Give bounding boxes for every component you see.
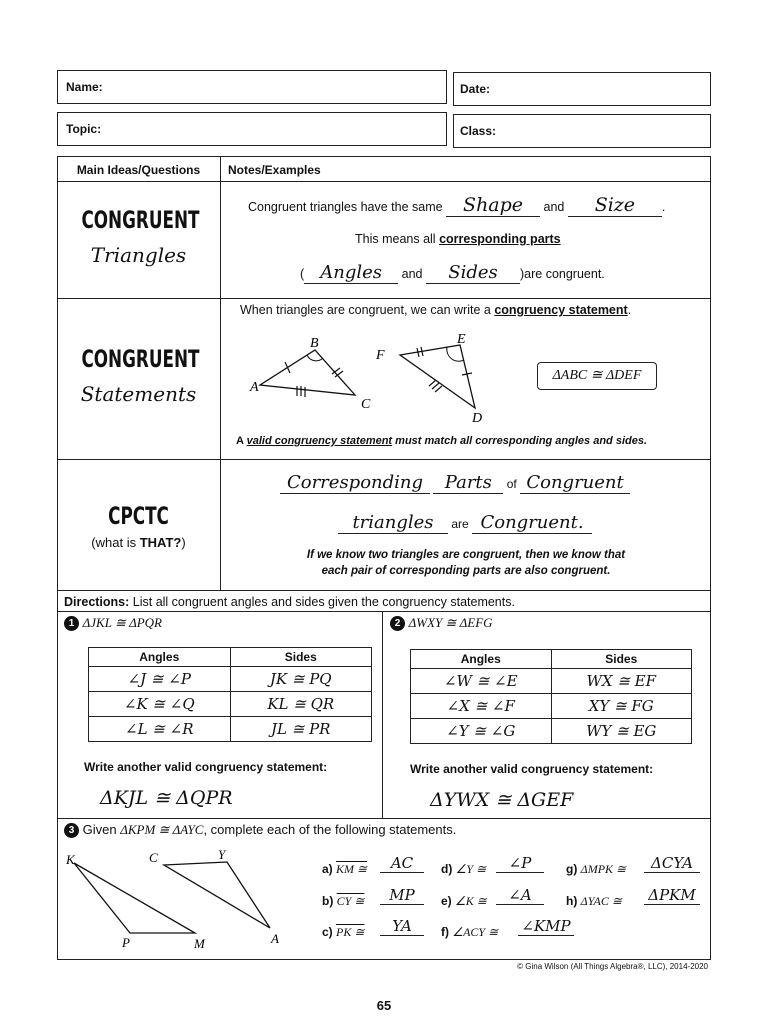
note-term: valid congruency statement: [246, 435, 393, 447]
section3-line1: [280, 472, 630, 494]
vertex-c: C: [361, 397, 371, 412]
problem3-number: 3: [64, 823, 79, 838]
problem1-table: [88, 647, 372, 742]
topic-field[interactable]: [57, 112, 447, 146]
subtitle-pre: (what is: [91, 535, 140, 550]
section3-explain: [221, 547, 711, 579]
answer-corresponding: Corresponding: [280, 472, 430, 494]
intro-pre: When triangles are congruent, we can write a: [240, 303, 491, 317]
side-cell: WX ≅ EF: [551, 669, 692, 694]
section2-subtitle: Statements: [80, 382, 197, 406]
problem1-another-label: Write another valid congruency statement:: [84, 760, 328, 774]
triangle-kpm: [74, 863, 195, 933]
q-a-expr: KM ≅: [336, 862, 368, 876]
vertex-y: Y: [218, 848, 226, 862]
q-h-answer: ΔPKM: [644, 886, 700, 905]
statement-text: ΔABC ≅ ΔDEF: [552, 368, 642, 383]
problem2-table: [410, 649, 692, 744]
angle-cell: ∠Y ≅ ∠G: [411, 719, 552, 744]
table-row: [89, 717, 372, 742]
section3-line2: [338, 512, 592, 534]
line3-open: (: [300, 267, 305, 281]
q-e-answer: ∠A: [496, 886, 544, 905]
subtitle-end: ): [181, 535, 186, 550]
col-angles: Angles: [411, 650, 552, 669]
q-g-label: [566, 862, 626, 877]
angle-cell: ∠X ≅ ∠F: [411, 694, 552, 719]
of-text: of: [506, 477, 517, 491]
q-a-letter: a): [322, 862, 333, 876]
q-f-expr: ∠ACY ≅: [452, 925, 499, 939]
answer-shape: Shape: [446, 194, 540, 217]
date-label: Date:: [460, 82, 491, 96]
intro-end: .: [627, 303, 632, 317]
side-cell: XY ≅ FG: [551, 694, 692, 719]
col-sides: Sides: [551, 650, 692, 669]
problem1-header: [64, 615, 162, 631]
q-c-label: [322, 925, 364, 940]
answer-congruent-2: Congruent.: [472, 512, 592, 534]
q-a-answer: AC: [380, 854, 424, 873]
vertex-c: C: [149, 850, 158, 865]
table-header-row: [411, 650, 692, 669]
directions: [64, 595, 515, 609]
q-f-answer: ∠KMP: [518, 917, 574, 936]
explain-line2: each pair of corresponding parts are also congruent.: [321, 565, 611, 577]
topic-label: Topic:: [66, 122, 102, 136]
side-cell: JL ≅ PR: [230, 717, 372, 742]
table-row: [411, 719, 692, 744]
problem2-header: [390, 615, 493, 631]
section1-title: CONGRUENT: [81, 206, 200, 234]
problem1-statement: ΔJKL ≅ ΔPQR: [82, 615, 162, 630]
section3-title: CPCTC: [108, 502, 169, 530]
triangle-def: [400, 345, 475, 408]
q-b-expr: CY ≅: [336, 894, 365, 908]
column-divider: [220, 156, 221, 590]
line1-and: and: [543, 200, 565, 214]
angle-cell: ∠K ≅ ∠Q: [89, 692, 231, 717]
problem3-statement: ΔKPM ≅ ΔAYC: [120, 822, 204, 837]
table-row: [89, 692, 372, 717]
divider: [57, 181, 711, 182]
q-b-label: [322, 894, 364, 909]
answer-parts: Parts: [433, 472, 503, 494]
q-g-expr: ΔMPK ≅: [580, 862, 627, 876]
class-field[interactable]: [453, 114, 711, 148]
note-pre: A: [236, 435, 244, 447]
q-h-expr: ΔYAC ≅: [580, 894, 622, 908]
table-row: [89, 667, 372, 692]
problem3-pre: Given: [82, 822, 117, 837]
divider: [57, 818, 711, 819]
section1-line2: [355, 232, 561, 246]
q-a-label: [322, 862, 367, 877]
q-h-letter: h): [566, 894, 578, 908]
q-b-letter: b): [322, 894, 334, 908]
explain-line1: If we know two triangles are congruent, then we know that: [306, 549, 626, 561]
col-sides: Sides: [230, 648, 372, 667]
q-b-answer: MP: [380, 886, 424, 905]
notes-header: Notes/Examples: [228, 163, 321, 177]
section2-note: [236, 435, 647, 447]
section2-title: CONGRUENT: [81, 345, 200, 373]
section3-subtitle: [57, 535, 220, 550]
note-post: must match all corresponding angles and sides.: [395, 435, 648, 447]
q-d-letter: d): [441, 862, 453, 876]
directions-label: Directions:: [64, 595, 130, 609]
line2-pre: This means all: [355, 232, 436, 246]
angle-cell: ∠L ≅ ∠R: [89, 717, 231, 742]
answer-triangles: triangles: [338, 512, 448, 534]
line3-end: )are congruent.: [520, 267, 605, 281]
main-ideas-header: Main Ideas/Questions: [76, 163, 201, 177]
vertex-a: A: [250, 380, 259, 395]
divider: [57, 459, 711, 460]
q-c-letter: c): [322, 925, 333, 939]
answer-sides: Sides: [426, 262, 520, 284]
answer-angles: Angles: [304, 262, 398, 284]
table-row: [411, 694, 692, 719]
statement-box: [537, 362, 657, 390]
q-f-label: [441, 925, 498, 940]
section1-line1: [248, 194, 665, 217]
q-c-expr: PK ≅: [336, 925, 365, 939]
q-g-letter: g): [566, 862, 578, 876]
problem2-number: 2: [390, 616, 405, 631]
directions-text: List all congruent angles and sides given the congruency statements.: [132, 595, 515, 609]
divider: [57, 590, 711, 591]
q-e-label: [441, 894, 487, 909]
problem2-statement: ΔWXY ≅ ΔEFG: [408, 615, 493, 630]
table-row: [411, 669, 692, 694]
q-d-expr: ∠Y ≅: [455, 862, 487, 876]
are-text: are: [451, 517, 469, 531]
problem3-header: [64, 822, 456, 838]
problem3-post: , complete each of the following statements.: [203, 822, 457, 837]
date-field[interactable]: [453, 72, 711, 106]
line1-end: .: [661, 200, 666, 214]
intro-term: congruency statement: [494, 303, 628, 317]
problem1-number: 1: [64, 616, 79, 631]
q-d-label: [441, 862, 486, 877]
angle-cell: ∠W ≅ ∠E: [411, 669, 552, 694]
q-d-answer: ∠P: [496, 854, 544, 873]
class-label: Class:: [460, 124, 497, 138]
directions-divider: [57, 611, 711, 612]
problem-divider: [382, 611, 383, 818]
q-g-answer: ΔCYA: [644, 854, 700, 873]
name-field[interactable]: [57, 70, 447, 104]
side-cell: KL ≅ QR: [230, 692, 372, 717]
congruent-triangles-diagram: [245, 330, 505, 430]
col-angles: Angles: [89, 648, 231, 667]
vertex-f: F: [376, 348, 385, 363]
vertex-a: A: [271, 931, 279, 946]
problem3-diagram: [60, 848, 290, 952]
angle-cell: ∠J ≅ ∠P: [89, 667, 231, 692]
q-f-letter: f): [441, 925, 449, 939]
side-cell: JK ≅ PQ: [230, 667, 372, 692]
line1-pre: Congruent triangles have the same: [248, 200, 443, 214]
q-h-label: [566, 894, 622, 909]
q-e-expr: ∠K ≅: [455, 894, 487, 908]
copyright: © Gina Wilson (All Things Algebra®, LLC), 2014-2020: [517, 962, 708, 971]
subtitle-bold: THAT?: [139, 535, 182, 550]
q-e-letter: e): [441, 894, 452, 908]
line3-and: and: [401, 267, 423, 281]
problem2-another-label: Write another valid congruency statement:: [410, 762, 654, 776]
vertex-p: P: [122, 935, 130, 950]
section1-subtitle: Triangles: [90, 243, 187, 267]
vertex-b: B: [310, 336, 319, 351]
page-number: 65: [376, 998, 392, 1013]
vertex-d: D: [472, 411, 483, 426]
section2-intro: [240, 303, 631, 317]
line2-term: corresponding parts: [439, 232, 561, 246]
vertex-k: K: [66, 852, 75, 867]
side-cell: WY ≅ EG: [551, 719, 692, 744]
triangle-ayc: [164, 862, 270, 928]
divider: [57, 298, 711, 299]
answer-size: Size: [568, 194, 662, 217]
answer-congruent: Congruent: [520, 472, 630, 494]
q-c-answer: YA: [380, 917, 424, 936]
problem2-another-answer: ΔYWX ≅ ΔGEF: [430, 789, 574, 811]
name-label: Name:: [66, 80, 103, 94]
table-header-row: [89, 648, 372, 667]
vertex-e: E: [457, 332, 466, 347]
problem1-another-answer: ΔKJL ≅ ΔQPR: [100, 787, 233, 809]
vertex-m: M: [194, 936, 205, 951]
section1-line3: [300, 262, 605, 284]
